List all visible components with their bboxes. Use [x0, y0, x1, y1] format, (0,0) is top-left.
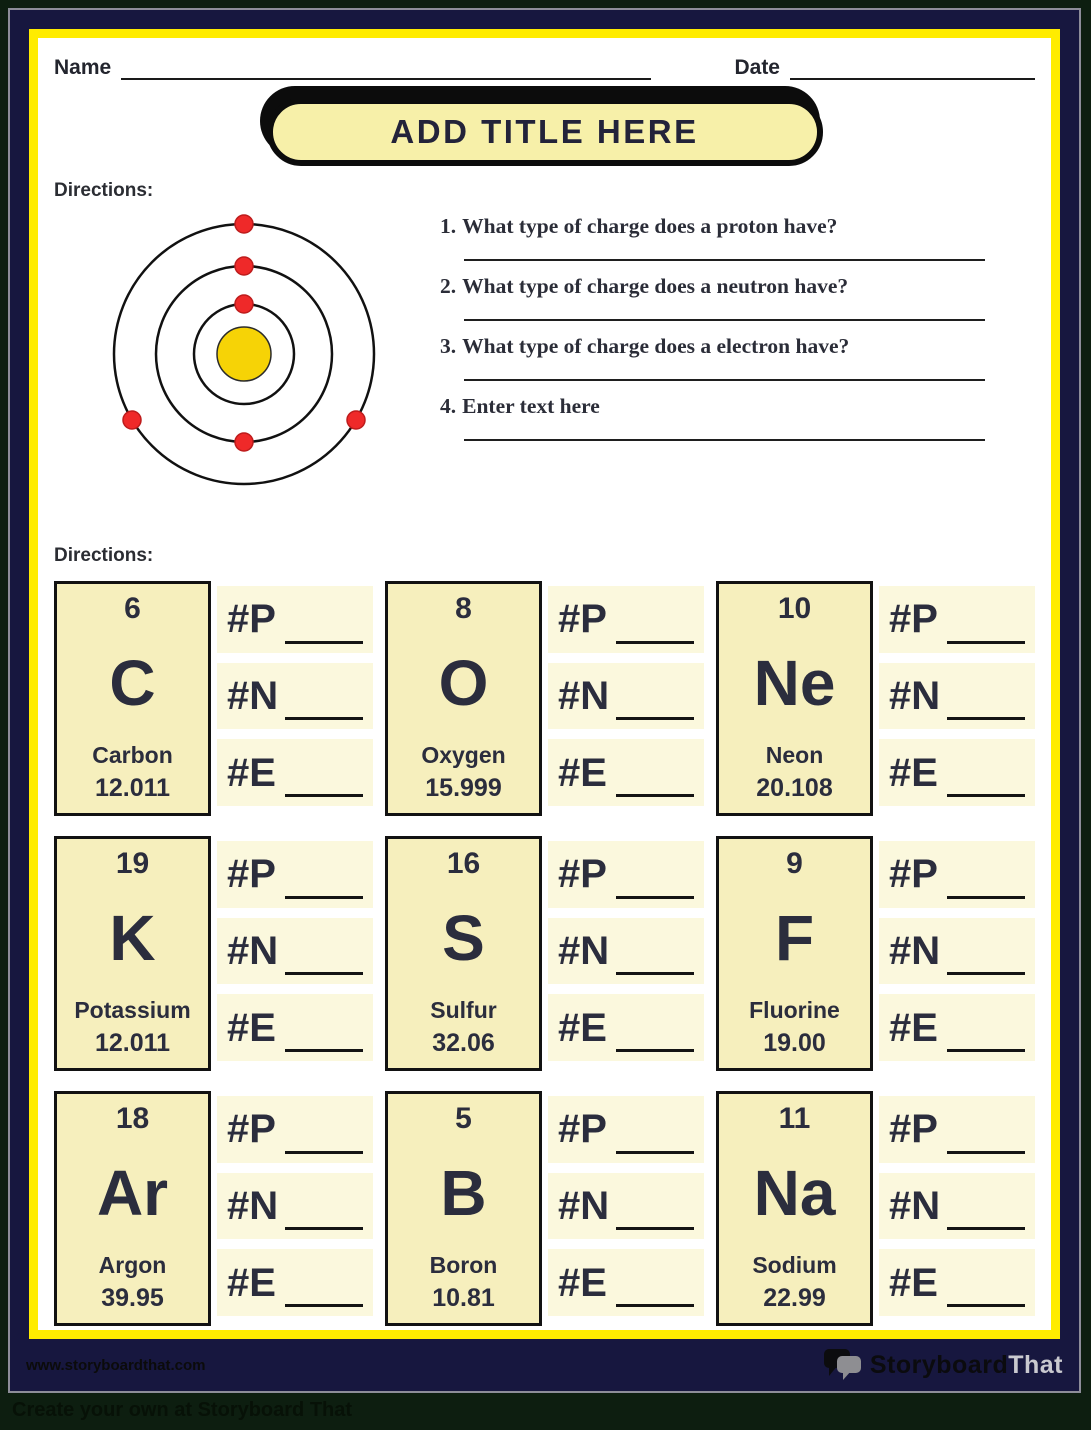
question-2 — [440, 274, 985, 321]
neutron-count-row — [217, 1173, 373, 1240]
element-card — [716, 1091, 873, 1326]
atomic-number: 19 — [115, 847, 150, 880]
electron-label: #E — [558, 1005, 607, 1050]
pne-block — [548, 1091, 704, 1326]
title-banner[interactable] — [267, 98, 823, 166]
pne-block — [879, 836, 1035, 1071]
neutron-count-row — [217, 663, 373, 730]
element-group-fluorine — [716, 836, 1035, 1071]
element-card — [385, 836, 542, 1071]
electron-label: #E — [227, 1260, 276, 1305]
bohr-model-diagram — [104, 214, 384, 499]
atomic-mass: 20.108 — [756, 774, 833, 802]
electron-blank[interactable] — [947, 1049, 1025, 1052]
neutron-blank[interactable] — [616, 1227, 694, 1230]
neutron-count-row — [217, 918, 373, 985]
storyboardthat-logo — [824, 1349, 1063, 1381]
atom-questions-section — [48, 210, 1041, 499]
electron-label: #E — [227, 1005, 276, 1050]
neutron-label: #N — [227, 1184, 279, 1228]
element-symbol: Ar — [96, 1157, 169, 1230]
electron-count-row — [217, 994, 373, 1061]
element-group-argon — [54, 1091, 373, 1326]
nucleus — [217, 327, 271, 381]
footer-bar — [10, 1339, 1079, 1391]
element-group-oxygen — [385, 581, 704, 816]
neutron-count-row — [879, 663, 1035, 730]
element-symbol: Na — [753, 1157, 836, 1230]
element-name: Boron — [429, 1251, 498, 1278]
name-label: Name — [54, 56, 112, 79]
atomic-mass: 39.95 — [101, 1284, 164, 1312]
element-group-boron — [385, 1091, 704, 1326]
neutron-blank[interactable] — [285, 972, 363, 975]
element-card — [54, 836, 211, 1071]
directions-label-1: Directions: — [54, 180, 154, 201]
element-group-sodium — [716, 1091, 1035, 1326]
question-number: 1. — [440, 214, 457, 238]
element-name: Sodium — [752, 1251, 837, 1278]
name-date-row — [48, 52, 1041, 80]
element-name: Neon — [765, 741, 824, 768]
atom-diagram-svg — [104, 214, 384, 494]
pne-block — [217, 581, 373, 816]
answer-line[interactable] — [464, 439, 985, 441]
question-number: 3. — [440, 334, 457, 358]
question-number: 4. — [440, 394, 457, 418]
title-text[interactable]: ADD TITLE HERE — [267, 98, 823, 166]
element-group-potassium — [54, 836, 373, 1071]
neutron-count-row — [548, 1173, 704, 1240]
electron-label: #E — [889, 750, 938, 795]
proton-blank[interactable] — [285, 1151, 363, 1154]
element-symbol: C — [109, 647, 156, 720]
electron — [235, 433, 253, 451]
electron — [347, 411, 365, 429]
element-group-carbon — [54, 581, 373, 816]
neutron-count-row — [548, 918, 704, 985]
proton-label: #P — [558, 1107, 607, 1152]
element-card — [54, 581, 211, 816]
neutron-blank[interactable] — [285, 717, 363, 720]
atomic-number: 8 — [455, 592, 472, 625]
element-name: Argon — [98, 1251, 167, 1278]
name-input-line[interactable] — [121, 56, 651, 80]
neutron-blank[interactable] — [947, 1227, 1025, 1230]
question-3 — [440, 334, 985, 381]
pne-block — [548, 581, 704, 816]
proton-label: #P — [227, 597, 276, 642]
element-card — [385, 581, 542, 816]
electron-count-row — [217, 1249, 373, 1316]
element-symbol: B — [440, 1157, 487, 1230]
proton-label: #P — [227, 1107, 276, 1152]
electron-label: #E — [889, 1005, 938, 1050]
question-text: What type of charge does a neutron have? — [462, 274, 849, 298]
electron-count-row — [548, 1249, 704, 1316]
directions-label-2: Directions: — [54, 545, 154, 566]
question-4 — [440, 394, 985, 441]
pne-block — [879, 1091, 1035, 1326]
proton-label: #P — [558, 852, 607, 897]
element-card — [716, 836, 873, 1071]
question-1 — [440, 214, 985, 261]
neutron-blank[interactable] — [285, 1227, 363, 1230]
answer-line[interactable] — [464, 379, 985, 381]
proton-count-row — [548, 1096, 704, 1163]
electron-label: #E — [558, 1260, 607, 1305]
proton-blank[interactable] — [616, 641, 694, 644]
neutron-label: #N — [889, 929, 941, 973]
question-list — [440, 214, 985, 499]
element-name: Sulfur — [430, 996, 497, 1023]
proton-count-row — [879, 586, 1035, 653]
proton-blank[interactable] — [285, 896, 363, 899]
speech-bubbles-icon — [824, 1349, 862, 1381]
question-number: 2. — [440, 274, 457, 298]
yellow-border — [29, 29, 1060, 1339]
proton-count-row — [217, 586, 373, 653]
proton-count-row — [879, 841, 1035, 908]
electron-blank[interactable] — [285, 1049, 363, 1052]
atomic-number: 18 — [115, 1102, 150, 1135]
proton-blank[interactable] — [947, 1151, 1025, 1154]
neutron-label: #N — [558, 1184, 610, 1228]
neutron-label: #N — [227, 674, 279, 718]
electron — [235, 295, 253, 313]
neutron-count-row — [548, 663, 704, 730]
electron — [235, 215, 253, 233]
pne-block — [879, 581, 1035, 816]
element-symbol: O — [438, 647, 489, 720]
element-name: Fluorine — [749, 996, 840, 1023]
electron-blank[interactable] — [947, 794, 1025, 797]
atomic-mass: 15.999 — [425, 774, 502, 802]
neutron-count-row — [879, 1173, 1035, 1240]
brand-storyboard: Storyboard — [869, 1350, 1009, 1379]
element-name: Oxygen — [421, 741, 506, 768]
atomic-number: 6 — [124, 592, 141, 625]
neutron-blank[interactable] — [947, 972, 1025, 975]
electron-label: #E — [558, 750, 607, 795]
electron-count-row — [879, 994, 1035, 1061]
proton-count-row — [548, 586, 704, 653]
neutron-blank[interactable] — [616, 972, 694, 975]
electron-blank[interactable] — [616, 1304, 694, 1307]
neutron-blank[interactable] — [947, 717, 1025, 720]
navy-frame — [10, 10, 1079, 1391]
proton-label: #P — [889, 597, 938, 642]
proton-blank[interactable] — [947, 896, 1025, 899]
element-card — [385, 1091, 542, 1326]
electron — [235, 257, 253, 275]
atomic-mass: 12.011 — [94, 774, 171, 802]
electron-blank[interactable] — [285, 1304, 363, 1307]
question-text: What type of charge does a proton have? — [462, 214, 838, 238]
answer-line[interactable] — [464, 319, 985, 321]
electron-count-row — [879, 739, 1035, 806]
electron-blank[interactable] — [616, 1049, 694, 1052]
atomic-number: 16 — [446, 847, 481, 880]
electron-count-row — [217, 739, 373, 806]
neutron-label: #N — [558, 674, 610, 718]
date-label: Date — [734, 56, 780, 79]
proton-blank[interactable] — [616, 896, 694, 899]
question-text[interactable]: Enter text here — [462, 394, 600, 418]
neutron-label: #N — [558, 929, 610, 973]
neutron-label: #N — [889, 1184, 941, 1228]
date-input-line[interactable] — [790, 56, 1035, 80]
answer-line[interactable] — [464, 259, 985, 261]
electron-label: #E — [227, 750, 276, 795]
atomic-number: 9 — [786, 847, 803, 880]
proton-label: #P — [558, 597, 607, 642]
proton-label: #P — [227, 852, 276, 897]
element-name: Potassium — [74, 996, 191, 1023]
element-card — [716, 581, 873, 816]
neutron-blank[interactable] — [616, 717, 694, 720]
atomic-mass: 32.06 — [432, 1029, 495, 1057]
element-symbol: K — [109, 902, 156, 975]
electron-label: #E — [889, 1260, 938, 1305]
proton-count-row — [217, 1096, 373, 1163]
atomic-mass: 10.81 — [432, 1284, 495, 1312]
proton-blank[interactable] — [616, 1151, 694, 1154]
proton-blank[interactable] — [947, 641, 1025, 644]
proton-count-row — [548, 841, 704, 908]
electron — [123, 411, 141, 429]
neutron-label: #N — [227, 929, 279, 973]
electron-count-row — [548, 739, 704, 806]
footer-url: www.storyboardthat.com — [26, 1356, 206, 1374]
proton-label: #P — [889, 852, 938, 897]
neutron-label: #N — [889, 674, 941, 718]
atomic-mass: 19.00 — [763, 1029, 826, 1057]
question-text: What type of charge does a electron have? — [462, 334, 850, 358]
proton-label: #P — [889, 1107, 938, 1152]
electron-blank[interactable] — [947, 1304, 1025, 1307]
proton-blank[interactable] — [285, 641, 363, 644]
element-card — [54, 1091, 211, 1326]
element-symbol: S — [442, 902, 485, 975]
proton-count-row — [879, 1096, 1035, 1163]
atomic-number: 11 — [778, 1102, 811, 1135]
pne-block — [217, 836, 373, 1071]
element-name: Carbon — [92, 741, 173, 768]
atomic-mass: 22.99 — [763, 1284, 826, 1312]
electron-count-row — [879, 1249, 1035, 1316]
element-symbol: F — [774, 902, 815, 975]
element-group-sulfur — [385, 836, 704, 1071]
electron-blank[interactable] — [285, 794, 363, 797]
neutron-count-row — [879, 918, 1035, 985]
electron-count-row — [548, 994, 704, 1061]
element-symbol: Ne — [753, 647, 836, 720]
create-your-own-tagline: Create your own at Storyboard That — [12, 1399, 353, 1421]
atomic-number: 10 — [777, 592, 812, 625]
atomic-mass: 12.011 — [94, 1029, 171, 1057]
pne-block — [217, 1091, 373, 1326]
atomic-number: 5 — [455, 1102, 472, 1135]
worksheet-content — [38, 38, 1051, 1330]
pne-block — [548, 836, 704, 1071]
proton-count-row — [217, 841, 373, 908]
brand-that: That — [1008, 1350, 1063, 1379]
elements-grid — [48, 581, 1041, 1326]
element-group-neon — [716, 581, 1035, 816]
electron-blank[interactable] — [616, 794, 694, 797]
